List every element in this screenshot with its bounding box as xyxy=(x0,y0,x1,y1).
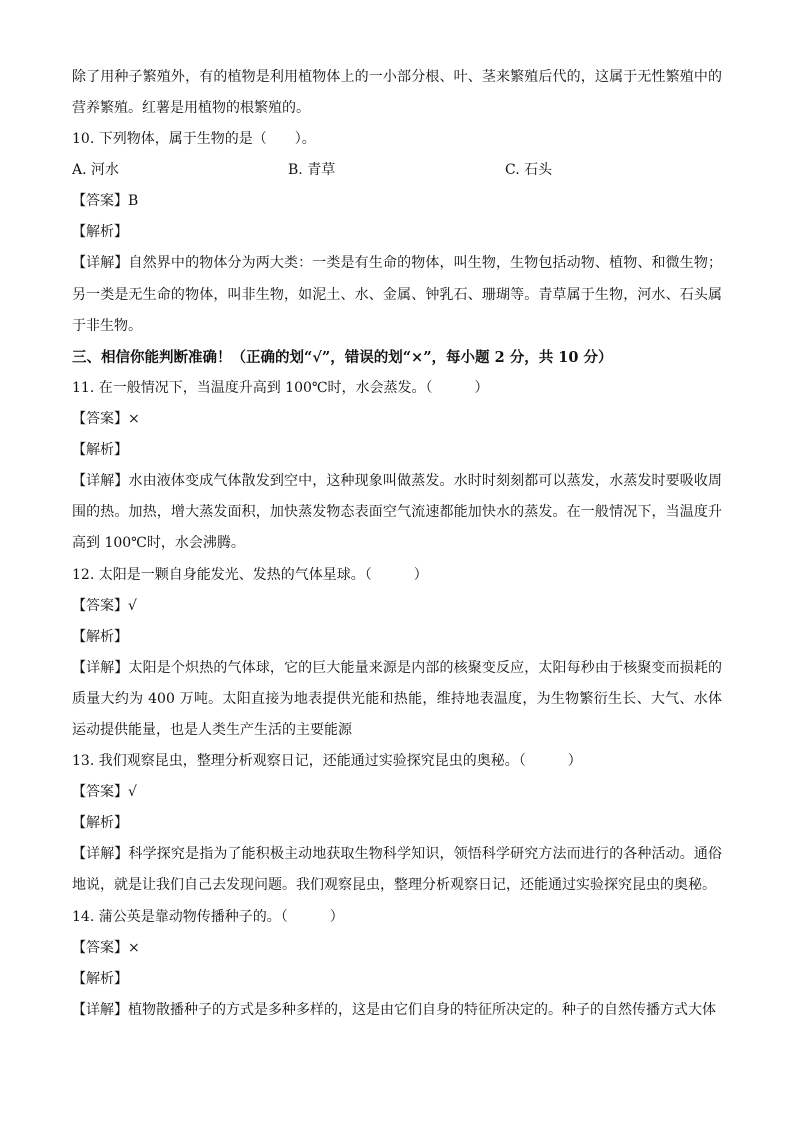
question-11-stem: 11. 在一般情况下，当温度升高到 100℃时，水会蒸发。（ ） xyxy=(72,380,489,397)
question-10-detail: 【详解】自然界中的物体分为两大类：一类是有生命的物体，叫生物，生物包括动物、植物、和微生物；另一类是无生命的物体，叫非生物，如泥土、水、金属、钟乳石、珊瑚等。青草属于生物，河水、石头属于非生物。 xyxy=(72,255,722,334)
question-11-analysis: 【解析】 xyxy=(72,442,128,459)
question-14-stem: 14. 蒲公英是靠动物传播种子的。（ ） xyxy=(72,908,344,925)
question-14-analysis: 【解析】 xyxy=(72,970,128,987)
question-12-answer: 【答案】√ xyxy=(72,597,137,614)
section-3-heading: 三、相信你能判断准确！（正确的划“√”，错误的划“×”，每小题 2 分，共 10 分） xyxy=(72,349,613,367)
option-a: A. 河水 xyxy=(72,162,120,179)
question-10-stem: 10. 下列物体，属于生物的是（ ）。 xyxy=(72,131,316,148)
question-13-detail: 【详解】科学探究是指为了能积极主动地获取生物科学知识，领悟科学研究方法而进行的各种活动。通俗地说，就是让我们自己去发现问题。我们观察昆虫，整理分析观察日记，还能通过实验探究昆虫的奥秘。 xyxy=(72,846,722,894)
question-10-analysis: 【解析】 xyxy=(72,224,128,241)
question-12-analysis: 【解析】 xyxy=(72,628,128,645)
question-10-answer: 【答案】B xyxy=(72,193,139,210)
question-14-answer: 【答案】× xyxy=(72,939,140,956)
question-13-analysis: 【解析】 xyxy=(72,815,128,832)
question-11-answer: 【答案】× xyxy=(72,411,140,428)
question-14-detail: 【详解】植物散播种子的方式是多种多样的，这是由它们自身的特征所决定的。种子的自然传播方式大体 xyxy=(72,1001,716,1018)
question-12-detail: 【详解】太阳是个炽热的气体球，它的巨大能量来源是内部的核聚变反应，太阳每秒由于核聚变而损耗的质量大约为 400 万吨。太阳直接为地表提供光能和热能，维持地表温度，为生物繁衍生长、大气、水体运动提供能量，也是人类生产生活的主要能源 xyxy=(72,659,722,739)
intro-paragraph: 除了用种子繁殖外，有的植物是利用植物体上的一小部分根、叶、茎来繁殖后代的，这属于无性繁殖中的营养繁殖。红薯是用植物的根繁殖的。 xyxy=(72,69,722,117)
option-b: B. 青草 xyxy=(288,162,336,179)
question-11-detail: 【详解】水由液体变成气体散发到空中，这种现象叫做蒸发。水时时刻刻都可以蒸发，水蒸发时要吸收周围的热。加热，增大蒸发面积，加快蒸发物态表面空气流速都能加快水的蒸发。在一般情况下，当温度升高到 100℃时，水会沸腾。 xyxy=(72,473,722,552)
question-13-stem: 13. 我们观察昆虫，整理分析观察日记，还能通过实验探究昆虫的奥秘。（ ） xyxy=(72,753,582,770)
question-12-stem: 12. 太阳是一颗自身能发光、发热的气体星球。（ ） xyxy=(72,566,428,583)
question-10-options xyxy=(72,155,722,186)
option-c: C. 石头 xyxy=(505,162,553,179)
question-13-answer: 【答案】√ xyxy=(72,784,137,801)
